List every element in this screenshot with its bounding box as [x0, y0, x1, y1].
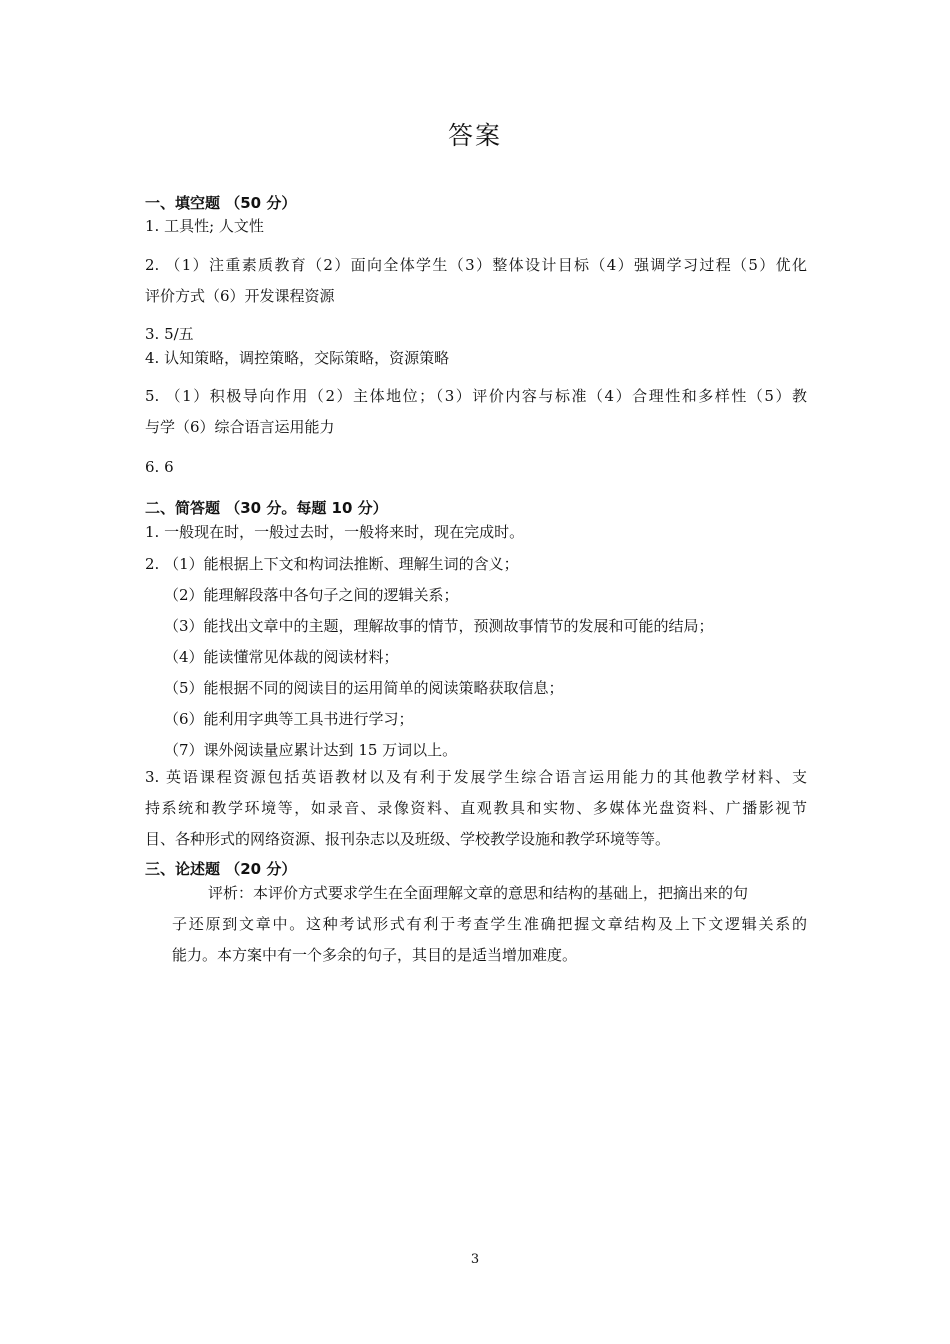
answer-line: 1. 一般现在时，一般过去时，一般将来时，现在完成时。 [145, 523, 525, 541]
answer-line: 3. 英语课程资源包括英语教材以及有利于发展学生综合语言运用能力的其他教学材料、支 [145, 768, 807, 786]
section-heading-fill-blank: 一、填空题 （50 分） [145, 194, 297, 212]
page-title: 答案 [447, 121, 502, 150]
answer-line: 3. 5/五 [145, 325, 194, 343]
answer-line: 持系统和教学环境等，如录音、录像资料、直观教具和实物、多媒体光盘资料、广播影视节 [145, 799, 807, 817]
answer-line: 能力。本方案中有一个多余的句子，其目的是适当增加难度。 [172, 946, 578, 964]
answer-line: 1. 工具性; 人文性 [145, 217, 264, 235]
answer-line: 目、各种形式的网络资源、报刊杂志以及班级、学校教学设施和教学环境等等。 [145, 830, 671, 848]
answer-line: 4. 认知策略，调控策略，交际策略，资源策略 [145, 349, 450, 367]
answer-line: 6. 6 [145, 458, 174, 476]
answer-line: 评析：本评价方式要求学生在全面理解文章的意思和结构的基础上，把摘出来的句 [208, 884, 749, 902]
answer-line: （3）能找出文章中的主题，理解故事的情节，预测故事情节的发展和可能的结局； [164, 617, 714, 635]
answer-line: （5）能根据不同的阅读目的运用简单的阅读策略获取信息； [164, 679, 564, 697]
section-heading-essay: 三、论述题 （20 分） [145, 860, 297, 878]
answer-line: （6）能利用字典等工具书进行学习； [164, 710, 414, 728]
answer-line: 与学（6）综合语言运用能力 [145, 418, 335, 436]
page-number: 3 [470, 1252, 480, 1267]
answer-line: 2. （1）注重素质教育（2）面向全体学生（3）整体设计目标（4）强调学习过程（5）优化 [145, 256, 807, 274]
answer-line: 评价方式（6）开发课程资源 [145, 287, 335, 305]
answer-line: （2）能理解段落中各句子之间的逻辑关系； [164, 586, 459, 604]
answer-line: （7）课外阅读量应累计达到 15 万词以上。 [164, 741, 458, 759]
answer-line: 5. （1）积极导向作用（2）主体地位；（3）评价内容与标准（4）合理性和多样性（5）教 [145, 387, 807, 405]
answer-line: 2. （1）能根据上下文和构词法推断、理解生词的含义； [145, 555, 519, 573]
answer-line: 子还原到文章中。这种考试形式有利于考查学生准确把握文章结构及上下文逻辑关系的 [172, 915, 807, 933]
section-heading-short-answer: 二、简答题 （30 分。每题 10 分） [145, 499, 388, 517]
answer-line: （4）能读懂常见体裁的阅读材料； [164, 648, 399, 666]
